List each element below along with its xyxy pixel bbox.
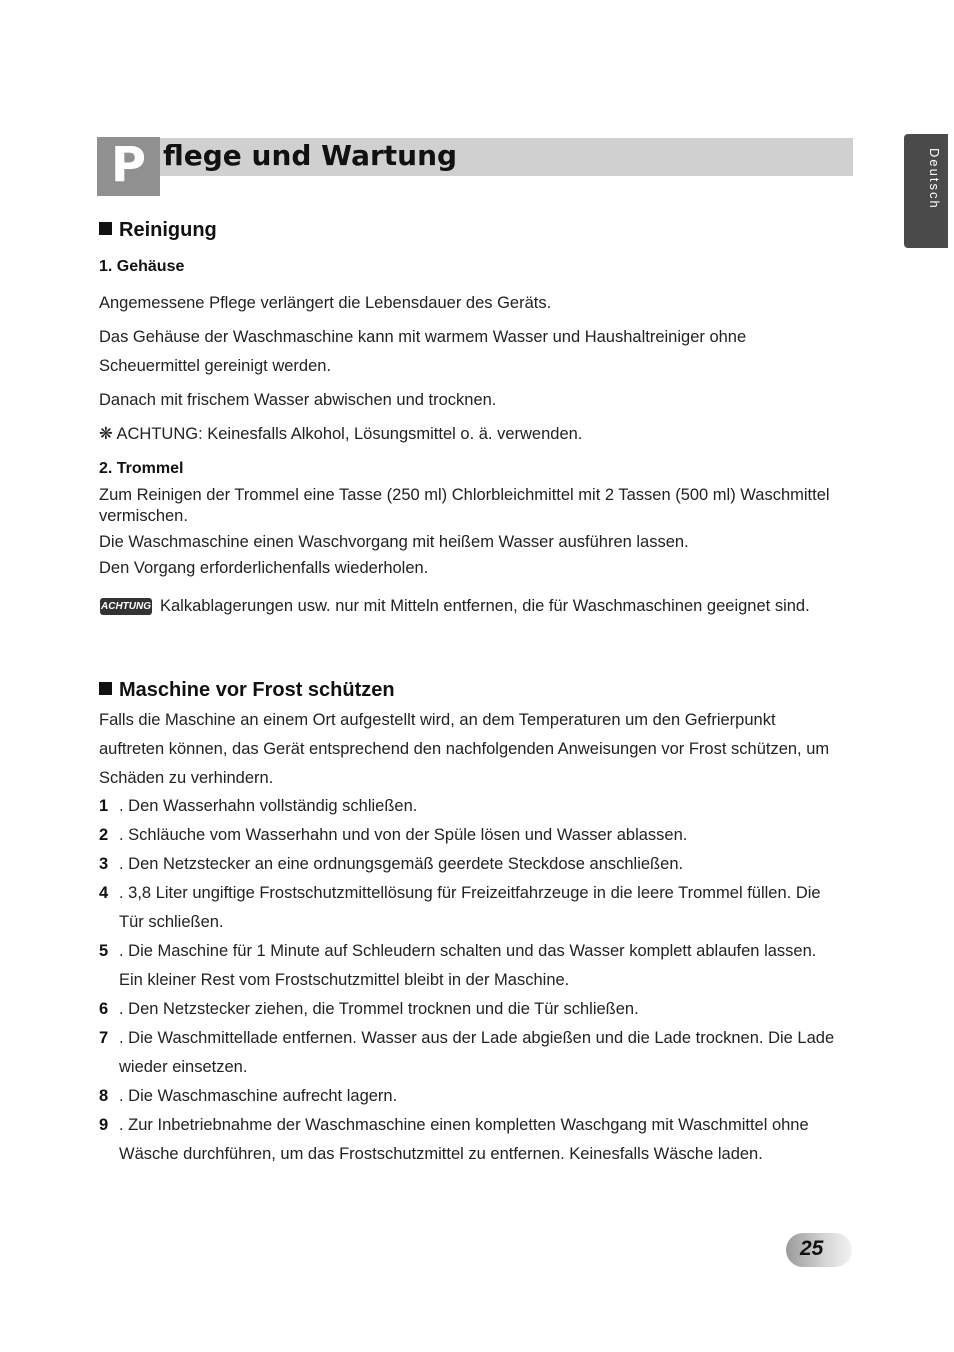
housing-paragraph-1: Angemessene Pflege verlängert die Lebensdauer des Geräts.	[99, 294, 552, 312]
frost-intro: Falls die Maschine an einem Ort aufgestellt wird, an dem Temperaturen um den Gefrierpunkt auftreten können, das Gerät entsprechend den nachfolgenden Anweisungen vor Frost schützen, um Schäden zu verhindern.	[99, 711, 830, 787]
subheading-housing: 1. Gehäuse	[99, 258, 185, 275]
list-item: 3 . Den Netzstecker an eine ordnungsgemäß geerdete Steckdose anschließen.	[99, 855, 684, 873]
list-item: 1 . Den Wasserhahn vollständig schließen.	[99, 797, 418, 815]
drum-paragraph-2: Die Waschmaschine einen Waschvorgang mit heißem Wasser ausführen lassen.	[99, 533, 689, 551]
page-number: 25	[800, 1237, 824, 1260]
square-bullet-icon	[99, 222, 112, 235]
section-heading-cleaning: Reinigung	[99, 219, 217, 242]
page-title: flege und Wartung	[163, 139, 458, 172]
page-number-badge	[786, 1233, 856, 1269]
warning-text: Kalkablagerungen usw. nur mit Mitteln entfernen, die für Waschmaschinen geeignet sind.	[160, 597, 810, 615]
list-item: 8 . Die Waschmaschine aufrecht lagern.	[99, 1087, 398, 1105]
list-item: 6 . Den Netzstecker ziehen, die Trommel trocknen und die Tür schließen.	[99, 1000, 639, 1018]
list-item: 7 . Die Waschmittellade entfernen. Wasser aus der Lade abgießen und die Lade trocknen. Die Lade wieder einsetzen.	[99, 1029, 835, 1076]
square-bullet-icon	[99, 682, 112, 695]
housing-paragraph-3: Danach mit frischem Wasser abwischen und trocknen.	[99, 391, 497, 409]
section-heading-frost: Maschine vor Frost schützen	[99, 679, 395, 702]
housing-caution-note: ❋ ACHTUNG: Keinesfalls Alkohol, Lösungsmittel o. ä. verwenden.	[99, 425, 583, 443]
list-item: 9 . Zur Inbetriebnahme der Waschmaschine einen kompletten Waschgang mit Waschmittel ohne Wäsche durchführen, um das Frostschutzmittel zu entfernen. Keinesfalls Wäsche laden.	[99, 1116, 809, 1163]
housing-paragraph-2: Das Gehäuse der Waschmaschine kann mit warmem Wasser und Haushaltreiniger ohne Scheuermittel gereinigt werden.	[99, 328, 747, 375]
language-tab-label: Deutsch	[927, 148, 942, 210]
language-tab[interactable]	[904, 134, 948, 248]
title-initial-block: P	[97, 137, 160, 196]
list-item: 5 . Die Maschine für 1 Minute auf Schleudern schalten und das Wasser komplett ablaufen lassen. Ein kleiner Rest vom Frostschutzmittel bleibt in der Maschine.	[99, 942, 817, 989]
subheading-drum: 2. Trommel	[99, 460, 184, 477]
list-item: 4 . 3,8 Liter ungiftige Frostschutzmittellösung für Freizeitfahrzeuge in die leere Trommel füllen. Die Tür schließen.	[99, 884, 821, 931]
list-item: 2 . Schläuche vom Wasserhahn und von der Spüle lösen und Wasser ablassen.	[99, 826, 688, 844]
warning-badge: ACHTUNG	[100, 598, 152, 615]
frost-steps-list	[99, 792, 839, 1169]
drum-paragraph-1: Zum Reinigen der Trommel eine Tasse (250 ml) Chlorbleichmittel mit 2 Tassen (500 ml) Waschmittel vermischen.	[99, 486, 830, 525]
drum-paragraph-3: Den Vorgang erforderlichenfalls wiederholen.	[99, 559, 429, 577]
